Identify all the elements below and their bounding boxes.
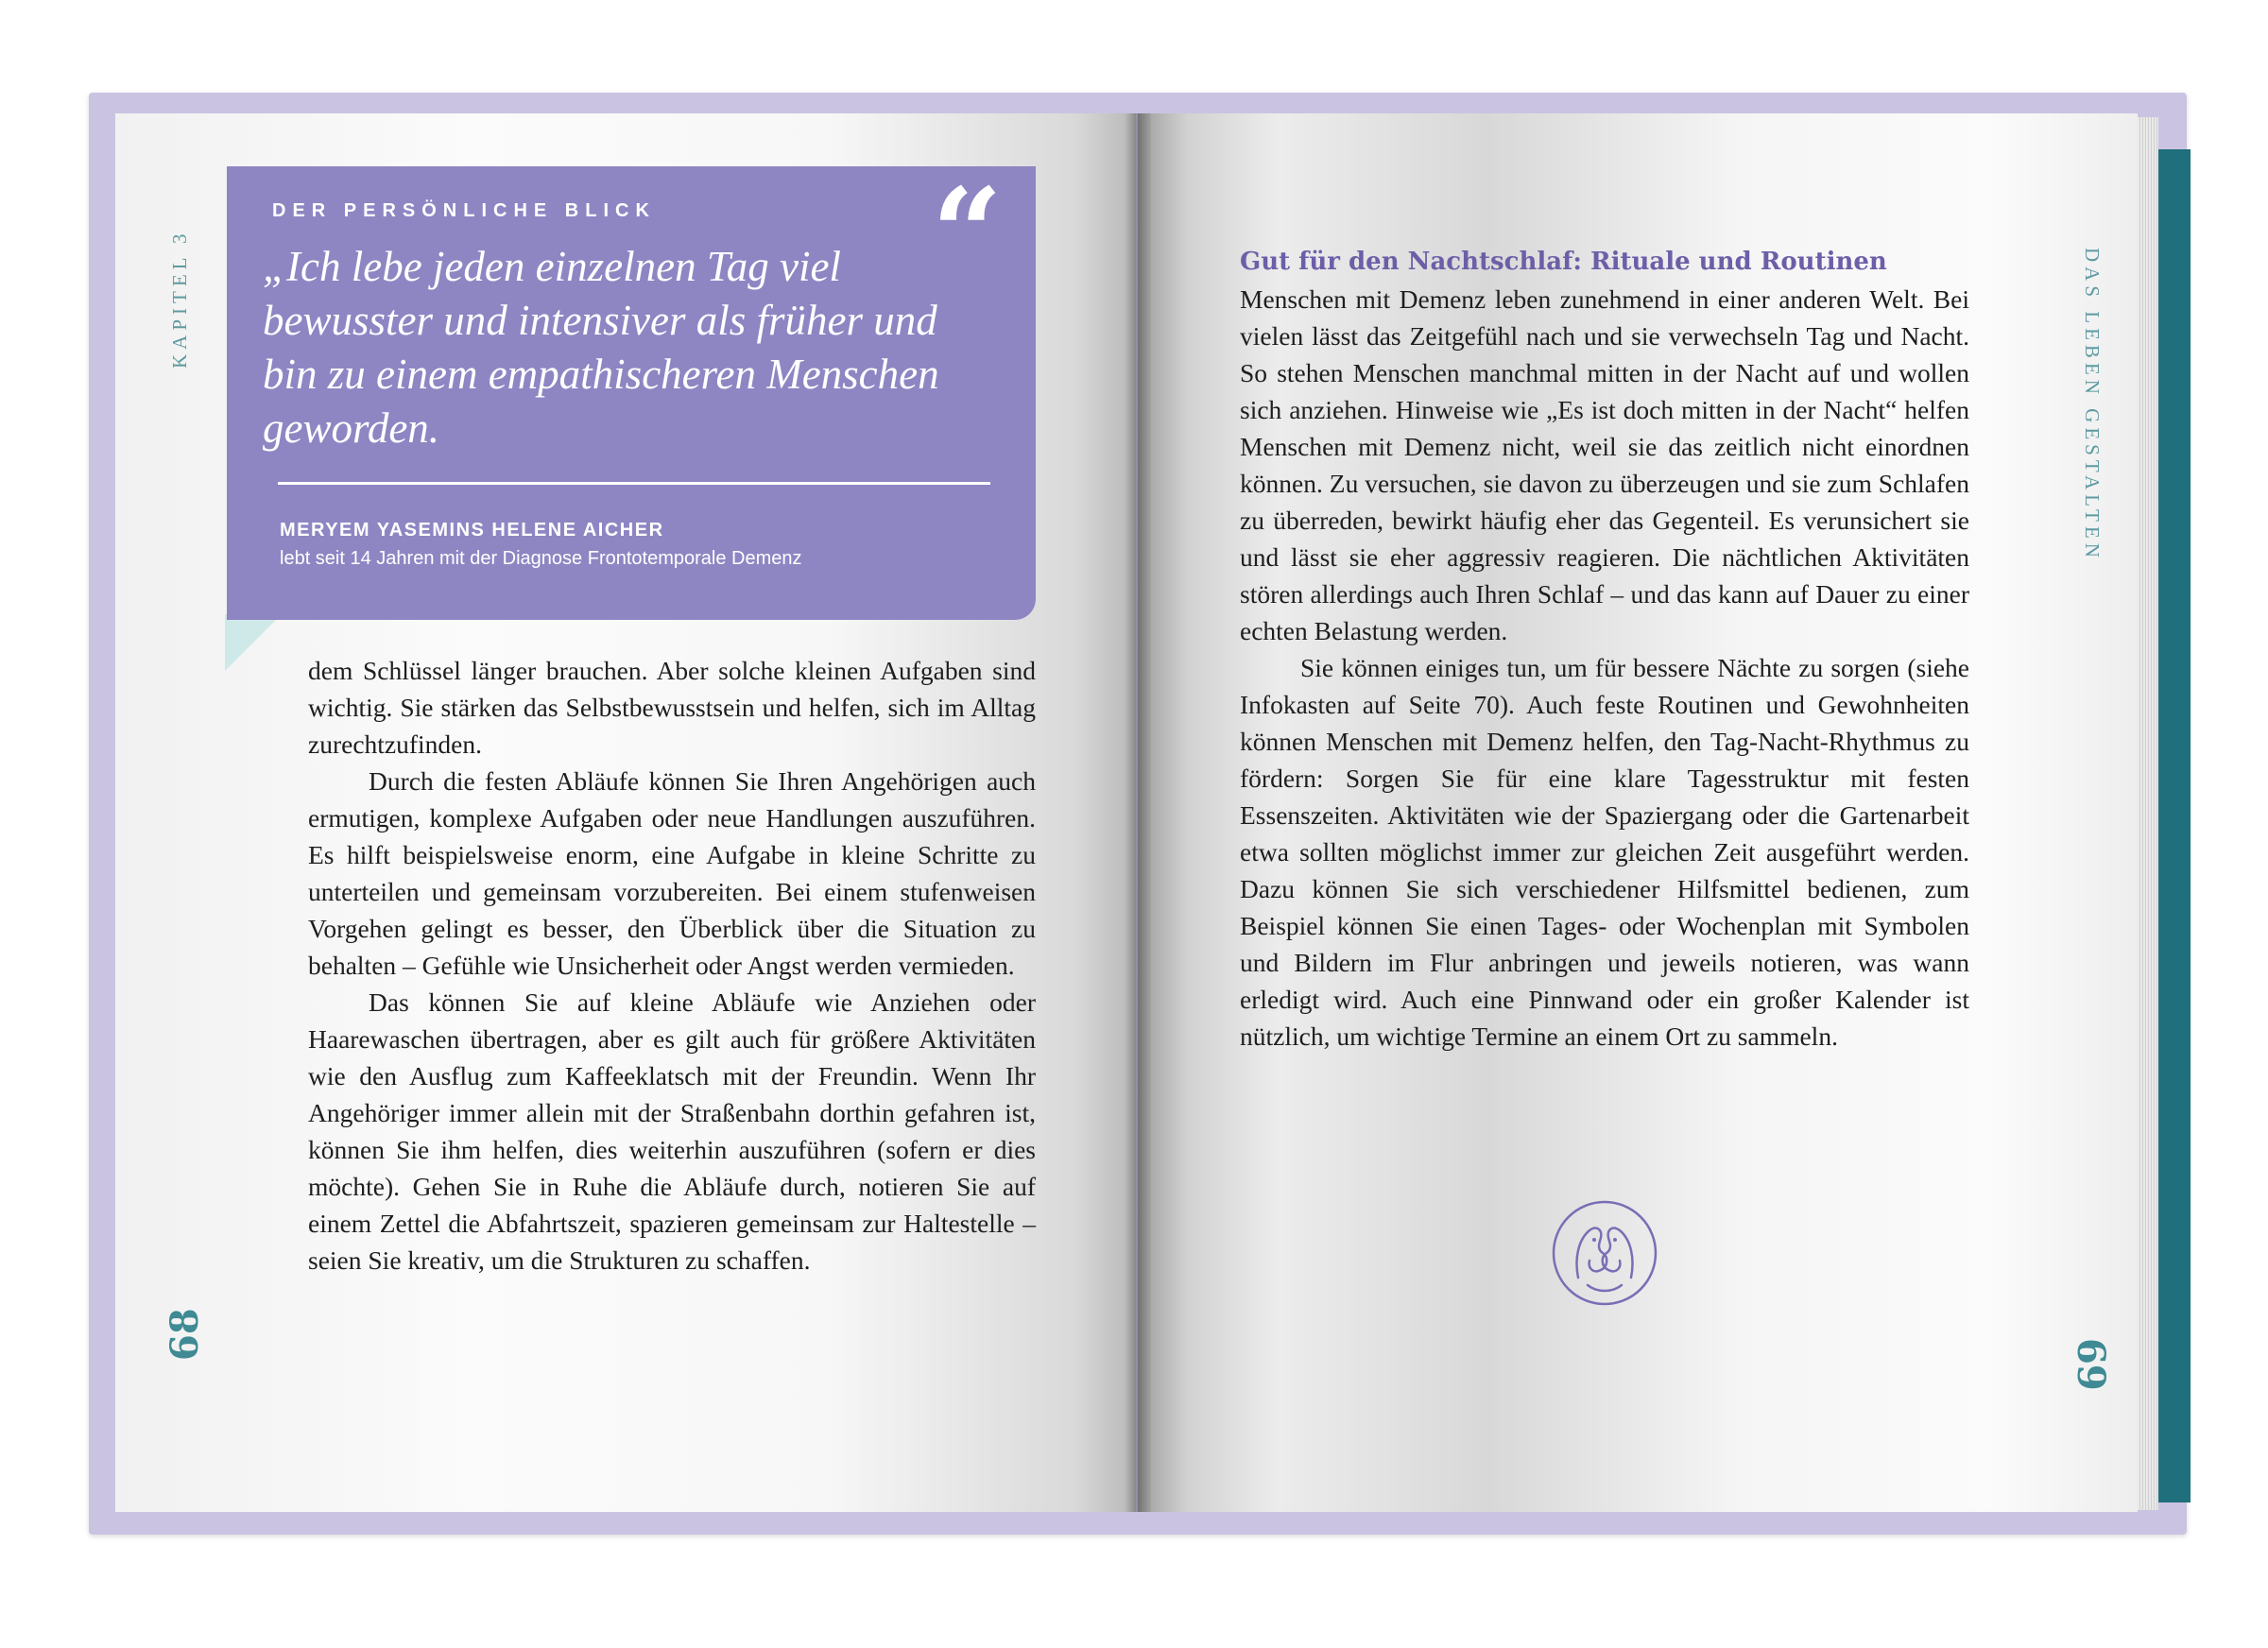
- quote-mark-icon: “: [932, 161, 1003, 305]
- quote-divider: [278, 482, 990, 485]
- section-label: DAS LEBEN GESTALTEN: [2081, 248, 2104, 562]
- two-faces-circle-icon: [1550, 1198, 1659, 1308]
- paragraph: Menschen mit Demenz leben zunehmend in einer anderen Welt. Bei vielen lässt das Zeitgefühl nach und sie verwechseln Tag und Nacht. So stehen Menschen manchmal mitten in der Nacht auf und wollen sich anziehen. Hinweise wie „Es ist doch mitten in der Nacht“ helfen Menschen mit Demenz nicht, weil sie das zeitlich nicht einordnen können. Zu versuchen, sie davon zu überzeugen und sie zum Schlafen zu überreden, bewirkt häufig eher das Gegenteil. Es verunsichert sie und lässt sie eher aggressiv reagieren. Die nächtlichen Aktivitäten stören allerdings auch Ihren Schlaf – und das kann auf Dauer zu einer echten Belastung werden.: [1240, 284, 1969, 645]
- page-number-right: 69: [2069, 1338, 2113, 1391]
- quote-author: MERYEM YASEMINS HELENE AICHER: [280, 520, 664, 541]
- section-heading: Gut für den Nachtschlaf: Rituale und Routinen: [1240, 248, 1887, 276]
- quote-author-role: lebt seit 14 Jahren mit der Diagnose Frontotemporale Demenz: [280, 548, 802, 569]
- page-number-left: 68: [163, 1308, 207, 1361]
- page-edges: [2138, 117, 2158, 1510]
- quote-box-tail: [225, 614, 282, 671]
- paragraph: dem Schlüssel länger brauchen. Aber solche kleinen Aufgaben sind wichtig. Sie stärken das Selbstbewusstsein und helfen, sich im Alltag zurechtzufinden.: [308, 656, 1036, 759]
- quote-box: [227, 161, 1036, 620]
- spine-gutter: [1125, 113, 1151, 1512]
- paragraph: Sie können einiges tun, um für bessere Nächte zu sorgen (siehe Infokasten auf Seite 70). Auch feste Routinen und Gewohnheiten können Menschen mit Demenz helfen, den Tag-Nacht-Rhythmus zu fördern: Sorgen Sie für eine klare Tagesstruktur mit festen Essenszeiten. Aktivitäten wie der Spaziergang oder die Gartenarbeit etwa sollten möglichst immer zur gleichen Zeit ausgeführt werden. Dazu können Sie sich verschiedener Hilfsmittel bedienen, zum Beispiel können Sie einen Tages- oder Wochenplan mit Symbolen und Bildern im Flur anbringen und jeweils notieren, was wann erledigt wird. Auch eine Pinnwand oder ein großer Kalender ist nützlich, um wichtige Termine an einem Ort zu sammeln.: [1240, 653, 1969, 1051]
- quote-text: „Ich lebe jeden einzelnen Tag viel bewusster und intensiver als früher und bin zu einem empathischeren Menschen geworden.: [263, 243, 939, 452]
- book-back-cover-edge: [2156, 149, 2191, 1502]
- left-body-text: [308, 652, 1036, 1279]
- paragraph: Das können Sie auf kleine Abläufe wie Anziehen oder Haarewaschen übertragen, aber es gilt auch für größere Aktivitäten wie den Ausflug zum Kaffeeklatsch mit der Freundin. Wenn Ihr Angehöriger immer allein mit der Straßenbahn dorthin gefahren ist, können Sie ihm helfen, dies weiterhin auszuführen (sofern er dies möchte). Gehen Sie in Ruhe die Abläufe durch, notieren Sie auf einem Zettel die Abfahrtszeit, spazieren gemeinsam zur Haltestelle – seien Sie kreativ, um die Strukturen zu schaffen.: [308, 987, 1036, 1275]
- paragraph: Durch die festen Abläufe können Sie Ihren Angehörigen auch ermutigen, komplexe Aufgaben oder neue Handlungen auszuführen. Es hilft beispielsweise enorm, eine Aufgabe in kleine Schritte zu unterteilen und gemeinsam vorzubereiten. Bei einem stufenweisen Vorgehen gelingt es besser, den Überblick über die Situation zu behalten – Gefühle wie Unsicherheit oder Angst werden vermieden.: [308, 766, 1036, 980]
- right-body-text: [1240, 244, 1969, 1055]
- chapter-label: KAPITEL 3: [168, 229, 191, 369]
- quote-kicker: DER PERSÖNLICHE BLICK: [272, 200, 656, 221]
